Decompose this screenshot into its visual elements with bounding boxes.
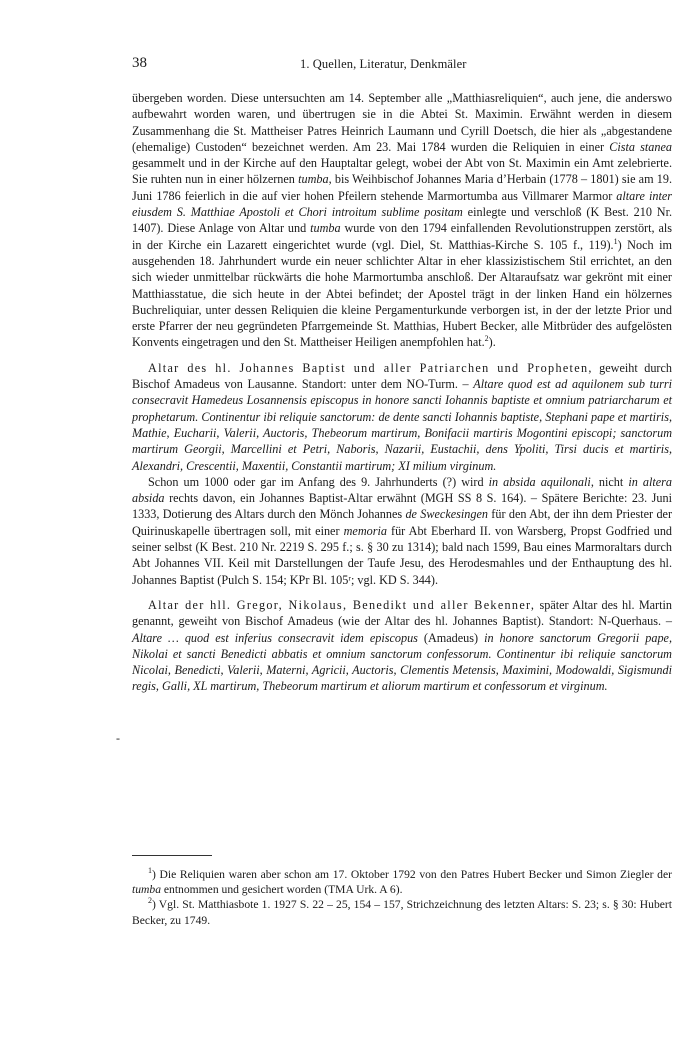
- text-run: ) Vgl. St. Matthiasbote 1. 1927 S. 22 – 25, 154 – 157, Strichzeichnung des letzten Altars: S. 23; s. § 30: Hubert Becker, zu 1749.: [132, 898, 672, 927]
- paragraph-johannes-history: [132, 474, 672, 588]
- page-number: 38: [132, 55, 147, 71]
- text-run: geweiht durch Bischof Amadeus von Lausanne. Standort: unter dem NO-Turm. –: [132, 360, 672, 392]
- text-run: rechts davon, ein Johannes Baptist-Altar erwähnt (MGH SS 8 S. 164). – Spätere Berichte: 23. Juni 1333, Dotierung des Altars durch den Mönch Johannes: [132, 491, 672, 522]
- text-run: für den Abt, der ihn dem Priester der Quirinuskapelle übertragen soll, mit einer: [132, 507, 673, 538]
- italic-run: Altare … quod est inferius consecravit idem episcopus: [132, 630, 418, 645]
- italic-run: in altera absida: [132, 474, 672, 506]
- footnote-rule: [132, 855, 212, 856]
- text-run: einlegte und verschloß (K Best. 210 Nr. 1407). Diese Anlage von Altar und: [132, 205, 673, 236]
- running-head: 1. Quellen, Literatur, Denkmäler: [300, 57, 467, 71]
- italic-run: altare inter eiusdem S. Matthiae Apostoli et Chori introitum sublime positam: [132, 188, 672, 220]
- italic-run: tumba: [310, 221, 341, 236]
- paragraph-altar-gregor-nikolaus-benedikt: [132, 597, 672, 695]
- italic-run: in honore sanctorum Gregorii pape, Nikolai et sancti Benedicti abbatis et omnium sanctorum confessorum. Continentur ibi reliquie sanctorum Nicolai, Benedicti, Valerii, Materni, Agricii, Auctoris, Clementis Metensis, Maximini, Modowaldi, Sigismundi regis, Galli, XL martirum, Thebeorum martirum et aliorum martirum et confessorum et virginum.: [132, 630, 673, 694]
- footnote-marker: 1: [613, 236, 618, 246]
- footnote-marker: 2: [484, 334, 489, 344]
- italic-run: tumba: [298, 172, 329, 187]
- italic-run: tumba: [132, 883, 161, 897]
- footnote-marker: 2: [148, 896, 152, 906]
- text-run: für Abt Eberhard II. von Warsberg, Propst Godfried und seiner selbst (K Best. 210 Nr. 2219 S. 295 f.; s. § 30 zu 1314); bald nach 1599, Bau eines Marmoraltars durch Abt Johannes VII. Keil mit Darstellungen der Taufe Jesu, des Herodesmahles und der Enthauptung des hl. Johannes Baptist (Pulch S. 154; KPr Bl. 105ʳ; vgl. KD S. 344).: [132, 523, 673, 587]
- footnote-1: [132, 867, 672, 897]
- paragraph-altar-johannes-baptist: [132, 360, 672, 474]
- italic-run: de Sweckesingen: [405, 507, 488, 522]
- text-run: ) Noch im ausgehenden 18. Jahrhundert wurde ein neuer schlichter Altar in eher klassizistischem Stil errichtet, an den sich wieder unmittelbar rückwärts die hohe Marmortumba anschloß. Der Altaraufsatz war gekrönt mit einer Matthiasstatue, die sich heute in der Abtei befindet; der Apostel trägt in der linken Hand ein hölzernes Buchreliquiar, unter dessen Reliquien die kleine Pergamenturkunde verborgen ist, in der der letzte Prior und erste Pfarrer der neu gegründeten Pfarrgemeinde St. Matthias, Hubert Becker, alle Mitbrüder des aufgelösten Konvents eingetragen und den St. Mattheiser Heiligen anempfohlen hat.: [132, 237, 672, 350]
- footnote-2: [132, 897, 672, 927]
- text-run: , bis Weihbischof Johannes Maria d’Herbain (1778 – 1801) sie am 19. Juni 1786 feierlich in die auf vier hohen Pfeilern stehende Marmortumba aus Villmarer Marmor: [132, 172, 673, 203]
- text-run: später Altar des hl. Martin genannt, geweiht von Bischof Amadeus (wie der Altar des hl. Johannes Baptist). Standort: N-Querhaus. –: [132, 597, 672, 629]
- text-run: wurde von den 1794 einfallenden Revolutionstruppen zerstört, als in der Kirche ein Lazarett eingerichtet wurde (vgl. Diel, St. Matthias-Kirche S. 105 f., 119).: [132, 221, 672, 252]
- text-run: , nicht: [590, 474, 629, 489]
- text-run: ).: [488, 335, 496, 350]
- italic-run: Altare quod est ad aquilonem sub turri consecravit Hamedeus Losannensis episcopus in honore sancti Iohannis baptiste et omnium patriarcharum et prophetarum. Continentur ibi reliquie sanctorum: de dente sancti Iohannis baptiste, Stephani pape et martiris, Mathie, Eucharii, Valerii, Auctoris, Thebeorum martirum, Bonifacii martiris Mogontini episcopi; sanctorum martirum Georgii, Marcellini et Petri, Naboris, Nazarii, Eustachii, dens Ypoliti, Tirsi ducis et martiris, Alexandri, Crescentii, Maxentii, Constantii martirum; XI milium virginum.: [132, 377, 672, 473]
- margin-mark: -: [116, 731, 120, 745]
- italic-run: Cista stanea: [609, 139, 672, 154]
- spaced-heading-run: Altar der hll. Gregor, Nikolaus, Benedikt und aller Bekenner,: [148, 597, 536, 612]
- text-run: entnommen und gesichert worden (TMA Urk. A 6).: [160, 883, 403, 897]
- text-run: übergeben worden. Diese untersuchten am 14. September alle „Matthiasreliquien“, auch jene, die anderswo aufbewahrt worden waren, und übertrugen sie in die Abtei St. Maximin. Erwähnt werden in diesem Zusammenhang die St. Mattheiser Patres Heinrich Laumann und Cyrill Doetsch, die hier als „abgestandene (ehemalige) Custoden“ bezeichnet werden. Am 23. Mai 1784 wurden die Reliquien in einer: [132, 91, 672, 154]
- main-text: [132, 90, 672, 695]
- spaced-heading-run: Altar des hl. Johannes Baptist und aller Patriarchen und Propheten,: [148, 360, 593, 375]
- text-run: ) Die Reliquien waren aber schon am 17. Oktober 1792 von den Patres Hubert Becker und Simon Ziegler der: [152, 868, 672, 881]
- italic-run: in absida aquilonali: [488, 474, 591, 489]
- paragraph-matthias-relics: [132, 90, 672, 351]
- text-run: (Amadeus): [417, 630, 485, 645]
- text-run: Schon um 1000 oder gar im Anfang des 9. Jahrhunderts (?) wird: [148, 474, 489, 489]
- footnotes: [132, 867, 672, 928]
- italic-run: memoria: [343, 523, 387, 538]
- footnote-marker: 1: [148, 866, 152, 876]
- text-run: gesammelt und in der Kirche auf den Hauptaltar gelegt, wobei der Abt von St. Maximin ein Amt zelebrierte. Sie ruhten nun in einer hölzernen: [132, 156, 672, 187]
